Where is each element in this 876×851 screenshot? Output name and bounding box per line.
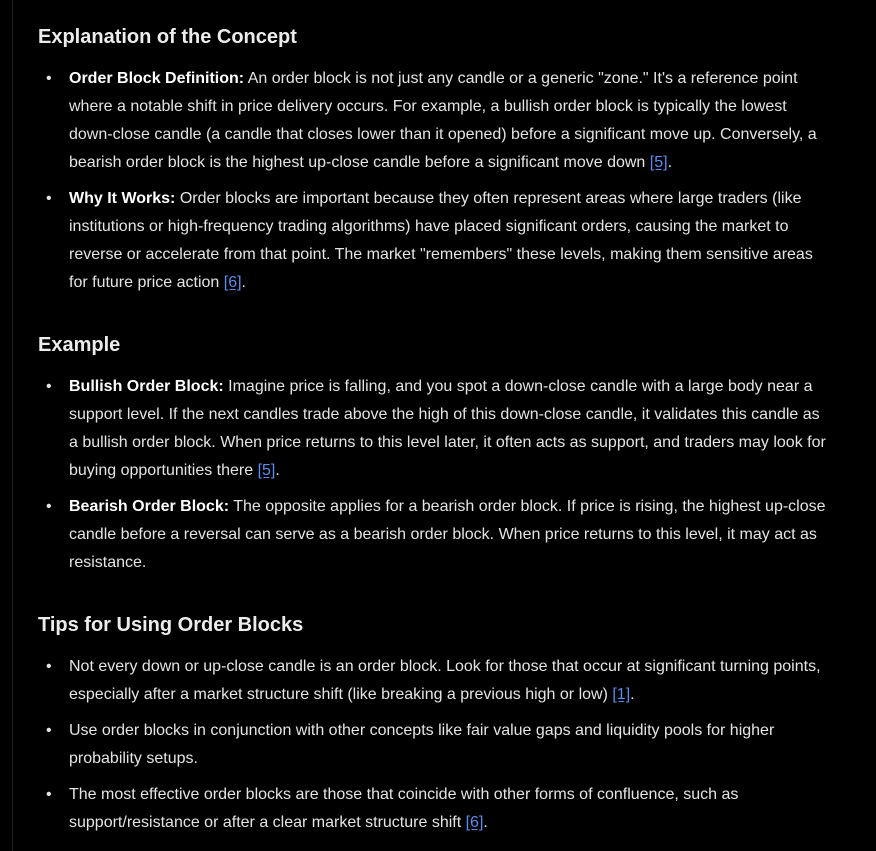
line-text: Imagine price is falling, and you spot a down-close candle with a large body near a [223,378,813,395]
text-line [69,93,817,121]
text-line [69,809,821,837]
text-line [69,521,826,549]
text-line [69,149,817,177]
line-text: support level. If the next candles trade above the high of this down-close candle, it validates this candle as [69,406,820,423]
bullet-list [38,65,817,297]
bullet-dot-icon: • [46,70,52,87]
citation-link[interactable]: [6] [223,274,242,291]
text-line [69,429,826,457]
text-line [69,121,817,149]
line-text: Order blocks are important because they often represent areas where large traders (like [175,190,802,207]
line-text: institutions or high-frequency trading algorithms) have placed significant orders, causing the market to [69,218,789,235]
text-line [69,549,826,577]
line-text: a bullish order block. When price returns to this level later, it often acts as support, and traders may look for [69,434,826,451]
bullet-dot-icon: • [46,498,52,515]
line-tail: . [241,274,246,291]
text-line [69,681,821,709]
text-line [69,401,826,429]
line-text: resistance. [69,554,147,571]
citation-link[interactable]: [1] [612,686,631,703]
bullet-dot-icon: • [46,786,52,803]
line-text: The opposite applies for a bearish order block. If price is rising, the highest up-close [229,498,826,515]
list-item [38,185,817,297]
text-line [69,717,821,745]
line-tail: . [630,686,635,703]
line-text: bearish order block is the highest up-close candle before a significant move down [69,154,650,171]
bold-term: Bullish Order Block: [69,378,224,395]
line-text: where a notable shift in price delivery occurs. For example, a bullish order block is typically the lowest [69,98,787,115]
citation-link[interactable]: [5] [649,154,668,171]
list-item [38,373,826,485]
line-text: buying opportunities there [69,462,258,479]
list-item [38,717,821,773]
text-line [69,781,821,809]
text-line [69,269,817,297]
line-text: probability setups. [69,750,198,767]
line-tail: . [667,154,673,171]
text-line [69,653,821,681]
text-line [69,493,826,521]
bullet-dot-icon: • [46,378,52,395]
line-tail: . [275,462,280,479]
bullet-dot-icon: • [46,722,52,739]
line-text: Use order blocks in conjunction with other concepts like fair value gaps and liquidity pools for higher [69,722,775,739]
line-text: reverse or accelerate from that point. The market "remembers" these levels, making them sensitive areas [69,246,813,263]
bullet-dot-icon: • [46,658,52,675]
line-tail: . [483,814,488,831]
list-item [38,65,817,177]
bullet-list [38,373,826,577]
line-text: down-close candle (a candle that closes lower than it opened) before a significant move up. Conversely, a [69,126,817,143]
line-text: candle before a reversal can serve as a bearish order block. When price returns to this level, it may act as [69,526,817,543]
line-text: The most effective order blocks are those that coincide with other forms of confluence, such as [69,786,739,803]
list-item [38,493,826,577]
left-divider [12,0,13,851]
bullet-dot-icon: • [46,190,52,207]
bold-term: Bearish Order Block: [69,498,230,515]
line-text: especially after a market structure shift (like breaking a previous high or low) [69,686,613,703]
text-line [69,213,817,241]
text-line [69,457,826,485]
section-heading: Explanation of the Concept [38,26,297,48]
section-heading: Example [38,334,121,356]
line-text: for future price action [69,274,224,291]
text-line [69,65,817,93]
section-heading: Tips for Using Order Blocks [38,614,304,636]
text-line [69,745,821,773]
list-item [38,653,821,709]
list-item [38,781,821,837]
bold-term: Order Block Definition: [69,70,245,87]
bold-term: Why It Works: [69,190,176,207]
citation-link[interactable]: [6] [465,814,484,831]
line-text: support/resistance or after a clear market structure shift [69,814,466,831]
text-line [69,185,817,213]
text-line [69,241,817,269]
text-line [69,373,826,401]
bullet-list [38,653,821,837]
citation-link[interactable]: [5] [257,462,276,479]
line-text: Not every down or up-close candle is an order block. Look for those that occur at significant turning points, [69,658,821,675]
line-text: An order block is not just any candle or a generic "zone." It's a reference point [244,70,798,87]
